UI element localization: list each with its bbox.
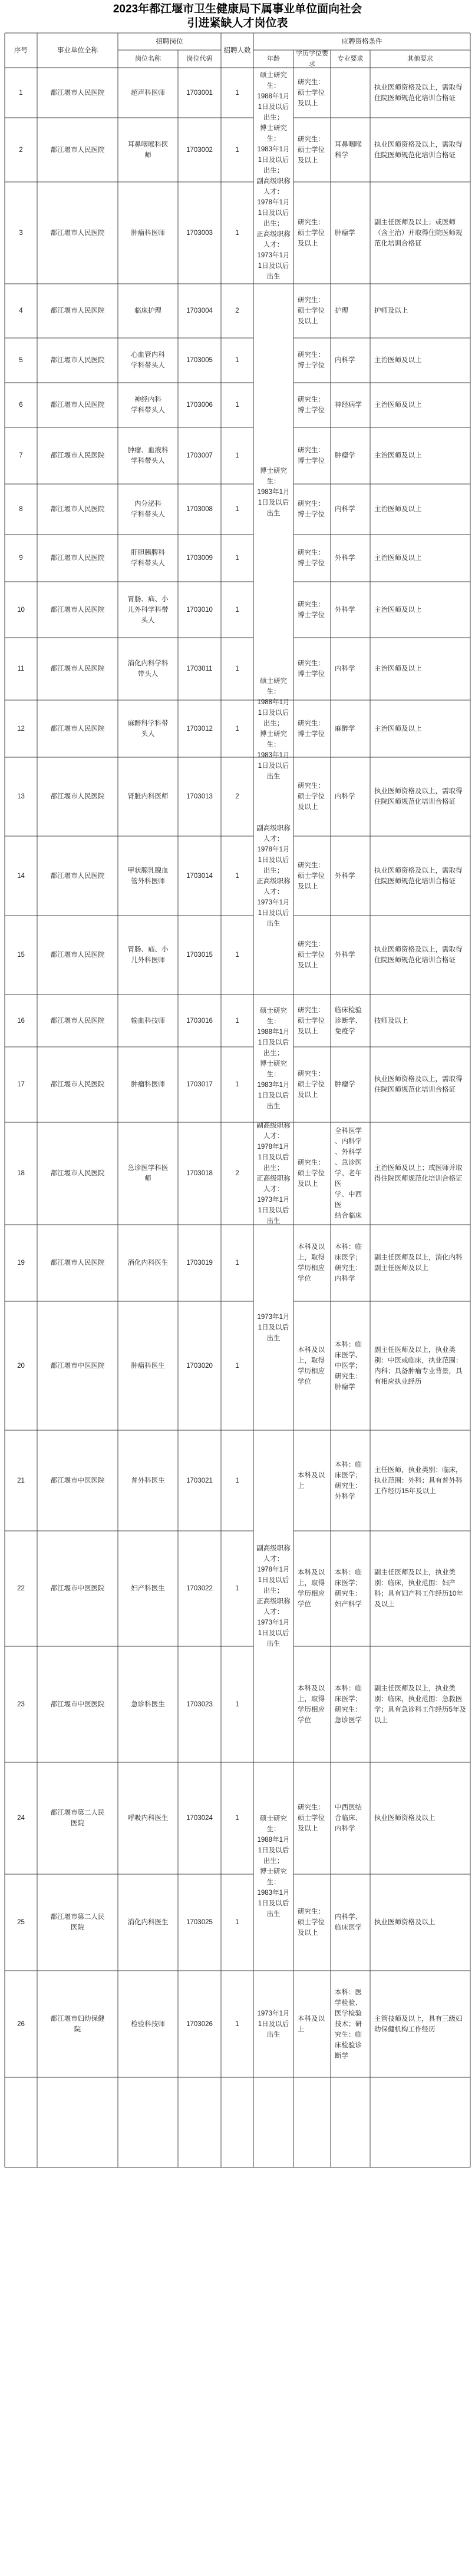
row-other-requirements: 执业医师资格及以上，需取得住院医师规范化培训合格证 bbox=[374, 867, 463, 885]
row-seq: 11 bbox=[17, 665, 25, 672]
row-unit: 都江堰市人民医院 bbox=[50, 793, 105, 800]
age-requirement: 副高级职称 人才： 1978年1月 1日及以后 出生； 正高级职称 人才： 1973年1月 1日及以后 出生 bbox=[256, 1545, 291, 1647]
row-other-requirements: 执业医师资格及以上，需取得住院医师规范化培训合格证 bbox=[374, 84, 463, 102]
row-post-code: 1703015 bbox=[186, 952, 213, 959]
row-education: 研究生： 硕士学位 及以上 bbox=[298, 78, 325, 107]
row-major: 外科学 bbox=[335, 952, 355, 959]
row-post-code: 1703023 bbox=[186, 1700, 213, 1708]
row-seq: 20 bbox=[17, 1362, 25, 1370]
row-count: 1 bbox=[235, 606, 239, 614]
row-unit: 都江堰市人民医院 bbox=[50, 555, 105, 562]
row-seq: 21 bbox=[17, 1477, 25, 1484]
row-count: 2 bbox=[235, 307, 239, 314]
row-seq: 12 bbox=[17, 725, 25, 732]
row-education: 研究生： 博士学位 bbox=[298, 396, 325, 414]
row-other-requirements: 执业医师资格及以上，需取得住院医师规范化培训合格证 bbox=[374, 1076, 463, 1093]
header-count: 招聘人数 bbox=[223, 47, 251, 54]
header-post-group: 招聘岗位 bbox=[156, 38, 183, 45]
row-post-code: 1703006 bbox=[186, 402, 213, 409]
row-post-code: 1703005 bbox=[186, 357, 213, 364]
row-post-code: 1703003 bbox=[186, 229, 213, 237]
row-post-name: 麻醉科学科带 头人 bbox=[127, 720, 169, 738]
row-count: 1 bbox=[235, 1477, 239, 1484]
row-post-code: 1703025 bbox=[186, 1919, 213, 1926]
row-post-name: 呼吸内科医生 bbox=[127, 1815, 169, 1822]
row-post-name: 检验科技师 bbox=[131, 2020, 165, 2028]
row-education: 研究生： 博士学位 bbox=[298, 447, 325, 465]
row-count: 1 bbox=[235, 229, 239, 237]
row-count: 1 bbox=[235, 452, 239, 459]
age-requirement: 硕士研究生： 1988年1月 1日及以后 出生； 博士研究生： 1983年1月 1日及以后 出生； 副高级职称 人才： 1978年1月 1日及以后 出生； 正高级职称 人才： 1973年1月 1日及以后 出生 bbox=[256, 71, 291, 280]
row-post-name: 超声科医师 bbox=[131, 89, 165, 97]
row-post-code: 1703011 bbox=[186, 665, 213, 672]
row-post-name: 肾脏内科医师 bbox=[127, 793, 169, 800]
row-unit: 都江堰市人民医院 bbox=[50, 452, 105, 459]
age-requirement: 硕士研究生： 1988年1月 1日及以后 出生； 博士研究生： 1983年1月 1日及以后 出生 bbox=[257, 1815, 290, 1918]
row-post-name: 输血科技师 bbox=[131, 1017, 165, 1025]
header-major: 专业要求 bbox=[337, 55, 364, 62]
row-major: 内科学 bbox=[335, 793, 355, 800]
row-post-name: 急诊科医生 bbox=[131, 1700, 165, 1708]
row-post-name: 急诊医学科医 师 bbox=[127, 1165, 169, 1182]
row-seq: 15 bbox=[17, 952, 25, 959]
row-seq: 19 bbox=[17, 1259, 25, 1267]
row-education: 研究生： 硕士学位 及以上 bbox=[298, 941, 325, 969]
row-seq: 5 bbox=[19, 357, 23, 364]
row-post-code: 1703019 bbox=[186, 1259, 213, 1267]
row-seq: 8 bbox=[19, 506, 23, 513]
row-count: 2 bbox=[235, 793, 239, 800]
row-post-name: 甲状腺乳腺血 管外科医师 bbox=[127, 867, 169, 885]
row-major: 内科学 bbox=[335, 357, 355, 364]
row-other-requirements: 主治医师及以上 bbox=[374, 452, 422, 459]
row-unit: 都江堰市人民医院 bbox=[50, 1259, 105, 1267]
row-count: 1 bbox=[235, 952, 239, 959]
age-requirement: 硕士研究生： 1988年1月 1日及以后 出生； 博士研究生： 1983年1月 1日及以后 出生 bbox=[257, 677, 290, 780]
row-major: 外科学 bbox=[335, 555, 355, 562]
row-seq: 23 bbox=[17, 1700, 25, 1708]
row-count: 1 bbox=[235, 725, 239, 732]
age-requirement: 副高级职称 人才： 1978年1月 1日及以后 出生； 正高级职称 人才： 1973年1月 1日及以后 出生 bbox=[256, 824, 291, 927]
row-major: 内科学 bbox=[335, 506, 355, 513]
row-unit: 都江堰市人民医院 bbox=[50, 402, 105, 409]
row-post-name: 消化内科医生 bbox=[127, 1259, 169, 1267]
row-major: 护理 bbox=[335, 307, 348, 314]
row-education: 研究生： 硕士学位 及以上 bbox=[298, 1804, 325, 1832]
row-count: 1 bbox=[235, 1585, 239, 1592]
header-unit: 事业单位全称 bbox=[57, 47, 98, 54]
age-requirement: 1973年1月 1日及以后 出生 bbox=[257, 1313, 290, 1342]
title-line-2: 引进紧缺人才岗位表 bbox=[187, 17, 288, 29]
row-other-requirements: 主任医师，执业类别：临床，执业范围：外科；具有普外科工作经历15年及以上 bbox=[374, 1466, 463, 1495]
row-count: 1 bbox=[235, 146, 239, 154]
row-count: 1 bbox=[235, 1815, 239, 1822]
row-unit: 都江堰市妇幼保健 院 bbox=[50, 2015, 105, 2033]
row-post-name: 普外科医生 bbox=[131, 1477, 165, 1484]
row-major: 神经病学 bbox=[335, 402, 362, 409]
row-unit: 都江堰市人民医院 bbox=[50, 725, 105, 732]
row-major: 全科医学 、内科学 、外科学 、急诊医 学、老年医 学、中西医 结合临床 bbox=[335, 1128, 362, 1219]
row-major: 肿瘤学 bbox=[335, 1081, 355, 1088]
row-major: 外科学 bbox=[335, 872, 355, 880]
row-post-code: 1703007 bbox=[186, 452, 213, 459]
row-count: 1 bbox=[235, 665, 239, 672]
row-seq: 6 bbox=[19, 402, 23, 409]
row-major: 麻醉学 bbox=[335, 725, 355, 732]
row-other-requirements: 执业医师资格及以上 bbox=[374, 1919, 436, 1926]
row-seq: 26 bbox=[17, 2020, 25, 2028]
row-post-code: 1703024 bbox=[186, 1815, 213, 1822]
row-education: 研究生： 博士学位 bbox=[298, 601, 325, 619]
row-unit: 都江堰市人民医院 bbox=[50, 665, 105, 672]
row-post-code: 1703008 bbox=[186, 506, 213, 513]
row-unit: 都江堰市中医医院 bbox=[50, 1700, 105, 1708]
row-other-requirements: 执业医师资格及以上，需取得住院医师规范化培训合格证 bbox=[374, 788, 463, 805]
row-seq: 4 bbox=[19, 307, 23, 314]
row-count: 1 bbox=[235, 2020, 239, 2028]
row-seq: 2 bbox=[19, 146, 23, 154]
header-age: 年龄 bbox=[267, 55, 280, 62]
row-education: 本科及以 上，取得 学历相应 学位 bbox=[298, 1569, 325, 1608]
row-other-requirements: 主治医师及以上 bbox=[374, 555, 422, 562]
header-seq: 序号 bbox=[14, 47, 28, 54]
row-count: 1 bbox=[235, 872, 239, 880]
row-education: 研究生： 博士学位 bbox=[298, 720, 325, 738]
row-other-requirements: 主治医师及以上 bbox=[374, 402, 422, 409]
row-post-name: 胃肠、疝、小 儿外科医师 bbox=[127, 946, 169, 964]
age-requirement: 副高级职称 人才： 1978年1月 1日及以后 出生； 正高级职称 人才： 1973年1月 1日及以后 出生 bbox=[256, 1122, 291, 1225]
row-count: 1 bbox=[235, 89, 239, 97]
row-education: 研究生： 博士学位 bbox=[298, 352, 325, 369]
row-post-code: 1703009 bbox=[186, 555, 213, 562]
row-other-requirements: 主治医师及以上 bbox=[374, 606, 422, 614]
row-major: 内科学、 临床医学 bbox=[335, 1914, 362, 1931]
row-other-requirements: 副主任医师及以上，执业类别：临床，执业范围：急救医学；具有急诊科工作经历5年及以上 bbox=[374, 1685, 466, 1724]
row-count: 1 bbox=[235, 357, 239, 364]
row-post-code: 1703016 bbox=[186, 1017, 213, 1025]
row-count: 1 bbox=[235, 555, 239, 562]
row-other-requirements: 副主任医师及以上，执业类别：中医或临床，执业范围：内科；具备肿瘤专业背景，具有相应执业经历 bbox=[374, 1346, 463, 1385]
row-seq: 22 bbox=[17, 1585, 25, 1592]
row-major: 内科学 bbox=[335, 665, 355, 672]
row-other-requirements: 副主任医师及以上，消化内科副主任医师及以上 bbox=[374, 1254, 463, 1272]
row-unit: 都江堰市人民医院 bbox=[50, 357, 105, 364]
row-post-name: 妇产科医生 bbox=[131, 1585, 165, 1592]
age-requirement: 博士研究生： 1983年1月 1日及以后 出生 bbox=[257, 467, 290, 517]
row-post-code: 1703002 bbox=[186, 146, 213, 154]
row-post-name: 消化内科医生 bbox=[127, 1919, 169, 1926]
row-education: 研究生： 硕士学位 及以上 bbox=[298, 783, 325, 811]
row-education: 研究生： 硕士学位 及以上 bbox=[298, 297, 325, 325]
row-education: 本科及以 上，取得 学历相应 学位 bbox=[298, 1346, 325, 1385]
row-major: 本科：临 床医学、 中医学； 研究生： 肿瘤学 bbox=[335, 1341, 362, 1391]
row-seq: 18 bbox=[17, 1170, 25, 1177]
row-major: 本科：临 床医学； 研究生： 外科学 bbox=[335, 1461, 362, 1500]
row-seq: 24 bbox=[17, 1815, 25, 1822]
row-post-code: 1703013 bbox=[186, 793, 213, 800]
row-education: 研究生： 硕士学位 及以上 bbox=[298, 861, 325, 890]
row-post-name: 肿瘤科医师 bbox=[131, 229, 165, 237]
row-seq: 10 bbox=[17, 606, 25, 614]
row-major bbox=[331, 68, 370, 117]
row-post-code: 1703014 bbox=[186, 872, 213, 880]
row-other-requirements: 执业医师资格及以上，需取得住院医师规范化培训合格证 bbox=[374, 946, 463, 964]
row-count: 1 bbox=[235, 1017, 239, 1025]
row-other-requirements: 主治医师及以上；或医师并取得住院医师规范化培训合格证 bbox=[374, 1165, 463, 1182]
row-unit: 都江堰市人民医院 bbox=[50, 872, 105, 880]
row-post-name: 耳鼻咽喉科医 师 bbox=[127, 141, 169, 159]
row-education: 研究生： 硕士学位 及以上 bbox=[298, 1159, 325, 1188]
row-unit: 都江堰市中医医院 bbox=[50, 1585, 105, 1592]
row-count: 1 bbox=[235, 1081, 239, 1088]
row-count: 1 bbox=[235, 1700, 239, 1708]
row-major: 本科：医 学检验、 医学检验 技术；研 究生：临 床检验诊 断学 bbox=[335, 1988, 362, 2060]
row-post-name: 神经内科 学科带头人 bbox=[131, 396, 165, 414]
row-unit: 都江堰市人民医院 bbox=[50, 229, 105, 237]
row-post-code: 1703021 bbox=[186, 1477, 213, 1484]
row-other-requirements: 主治医师及以上 bbox=[374, 506, 422, 513]
row-major: 耳鼻咽喉 科学 bbox=[335, 141, 362, 159]
row-other-requirements: 主治医师及以上 bbox=[374, 665, 422, 672]
row-count: 1 bbox=[235, 1259, 239, 1267]
row-unit: 都江堰市人民医院 bbox=[50, 307, 105, 314]
row-count: 1 bbox=[235, 402, 239, 409]
row-count: 1 bbox=[235, 1919, 239, 1926]
row-seq: 3 bbox=[19, 229, 23, 237]
row-post-name: 肿瘤、血液科 学科带头人 bbox=[127, 447, 169, 465]
row-seq: 1 bbox=[19, 89, 23, 97]
row-other-requirements: 副主任医师及以上，执业类别：临床，执业范围：妇产科；具有妇产科工作经历10年及以上 bbox=[374, 1569, 463, 1608]
row-major: 中西医结 合临床、 内科学 bbox=[335, 1804, 362, 1832]
row-education: 研究生： 博士学位 bbox=[298, 660, 325, 678]
row-post-code: 1703012 bbox=[186, 725, 213, 732]
row-education: 本科及以 上 bbox=[298, 2015, 325, 2033]
row-count: 2 bbox=[235, 1170, 239, 1177]
row-education: 研究生： 博士学位 bbox=[298, 500, 325, 518]
row-unit: 都江堰市人民医院 bbox=[50, 146, 105, 154]
row-post-code: 1703010 bbox=[186, 606, 213, 614]
row-other-requirements: 主治医师及以上 bbox=[374, 357, 422, 364]
row-education: 研究生： 硕士学位 及以上 bbox=[298, 1070, 325, 1099]
row-post-name: 心血管内科 学科带头人 bbox=[131, 352, 165, 369]
row-post-name: 临床护理 bbox=[134, 307, 161, 314]
row-post-name: 消化内科学科 带头人 bbox=[127, 660, 169, 678]
header-education: 学历学位要求 bbox=[296, 50, 328, 68]
row-education: 研究生： 硕士学位 及以上 bbox=[298, 1908, 325, 1937]
row-other-requirements: 执业医师资格及以上 bbox=[374, 1815, 436, 1822]
row-education: 研究生： 硕士学位 及以上 bbox=[298, 218, 325, 247]
row-post-code: 1703020 bbox=[186, 1362, 213, 1370]
row-post-name: 内分泌科 学科带头人 bbox=[131, 500, 165, 518]
row-unit: 都江堰市第二人民 医院 bbox=[50, 1809, 105, 1827]
row-post-code: 1703017 bbox=[186, 1081, 213, 1088]
row-major: 肿瘤学 bbox=[335, 229, 355, 237]
row-education: 本科及以 上，取得 学历相应 学位 bbox=[298, 1685, 325, 1724]
row-unit: 都江堰市人民医院 bbox=[50, 1017, 105, 1025]
row-unit: 都江堰市人民医院 bbox=[50, 1081, 105, 1088]
row-post-code: 1703004 bbox=[186, 307, 213, 314]
row-unit: 都江堰市人民医院 bbox=[50, 89, 105, 97]
row-seq: 25 bbox=[17, 1919, 25, 1926]
row-post-code: 1703001 bbox=[186, 89, 213, 97]
row-major: 本科：临 床医学； 研究生： 内科学 bbox=[335, 1244, 362, 1282]
row-post-name: 胃肠、疝、小 儿外科学科带 头人 bbox=[127, 595, 169, 624]
row-post-code: 1703018 bbox=[186, 1170, 213, 1177]
row-major: 肿瘤学 bbox=[335, 452, 355, 459]
row-unit: 都江堰市人民医院 bbox=[50, 952, 105, 959]
header-other: 其他要求 bbox=[407, 55, 433, 62]
row-education: 研究生： 硕士学位 及以上 bbox=[298, 135, 325, 164]
row-unit: 都江堰市人民医院 bbox=[50, 606, 105, 614]
row-seq: 13 bbox=[17, 793, 25, 800]
row-post-name: 肿瘤科医师 bbox=[131, 1081, 165, 1088]
row-major: 外科学 bbox=[335, 606, 355, 614]
row-unit: 都江堰市中医医院 bbox=[50, 1477, 105, 1484]
row-unit: 都江堰市人民医院 bbox=[50, 506, 105, 513]
row-seq: 14 bbox=[17, 872, 25, 880]
age-requirement: 1973年1月 1日及以后 出生 bbox=[257, 2010, 290, 2038]
row-education: 本科及以 上，取得 学历相应 学位 bbox=[298, 1244, 325, 1282]
row-other-requirements: 执业医师资格及以上，需取得住院医师规范化培训合格证 bbox=[374, 141, 463, 159]
row-education: 研究生： 硕士学位 及以上 bbox=[298, 1006, 325, 1035]
row-post-code: 1703022 bbox=[186, 1585, 213, 1592]
row-other-requirements: 主治医师及以上 bbox=[374, 725, 422, 732]
row-other-requirements: 主管技师及以上，具有三级妇幼保健机构工作经历 bbox=[374, 2015, 463, 2033]
row-seq: 7 bbox=[19, 452, 23, 459]
row-count: 1 bbox=[235, 506, 239, 513]
row-seq: 9 bbox=[19, 555, 23, 562]
row-unit: 都江堰市第二人民 医院 bbox=[50, 1914, 105, 1931]
age-requirement: 硕士研究生： 1988年1月 1日及以后 出生； 博士研究生： 1983年1月 1日及以后 出生 bbox=[257, 1007, 290, 1110]
row-major: 临床检验 诊断学、 免疫学 bbox=[335, 1006, 362, 1035]
row-education: 研究生： 博士学位 bbox=[298, 549, 325, 567]
header-post-code: 岗位代码 bbox=[186, 55, 213, 62]
row-other-requirements: 副主任医师及以上；或医师（含主治）并取得住院医师规范化培训合格证 bbox=[374, 218, 463, 247]
row-major: 本科：临 床医学； 研究生： 急诊医学 bbox=[335, 1685, 362, 1724]
row-unit: 都江堰市人民医院 bbox=[50, 1170, 105, 1177]
header-post-name: 岗位名称 bbox=[135, 55, 161, 62]
row-other-requirements: 技师及以上 bbox=[374, 1017, 408, 1025]
row-unit: 都江堰市中医医院 bbox=[50, 1362, 105, 1370]
row-post-name: 肿瘤科医生 bbox=[131, 1362, 165, 1370]
title-line-1: 2023年都江堰市卫生健康局下属事业单位面向社会 bbox=[113, 3, 362, 15]
row-seq: 17 bbox=[17, 1081, 25, 1088]
row-count: 1 bbox=[235, 1362, 239, 1370]
row-post-name: 肝胆胰脾科 学科带头人 bbox=[131, 549, 165, 567]
header-conditions-group: 应聘资格条件 bbox=[341, 38, 382, 45]
row-major: 本科：临 床医学； 研究生： 妇产科学 bbox=[335, 1569, 362, 1608]
row-post-code: 1703026 bbox=[186, 2020, 213, 2028]
row-seq: 16 bbox=[17, 1017, 25, 1025]
row-education: 本科及以 上 bbox=[298, 1471, 325, 1490]
row-other-requirements: 护师及以上 bbox=[374, 307, 408, 314]
